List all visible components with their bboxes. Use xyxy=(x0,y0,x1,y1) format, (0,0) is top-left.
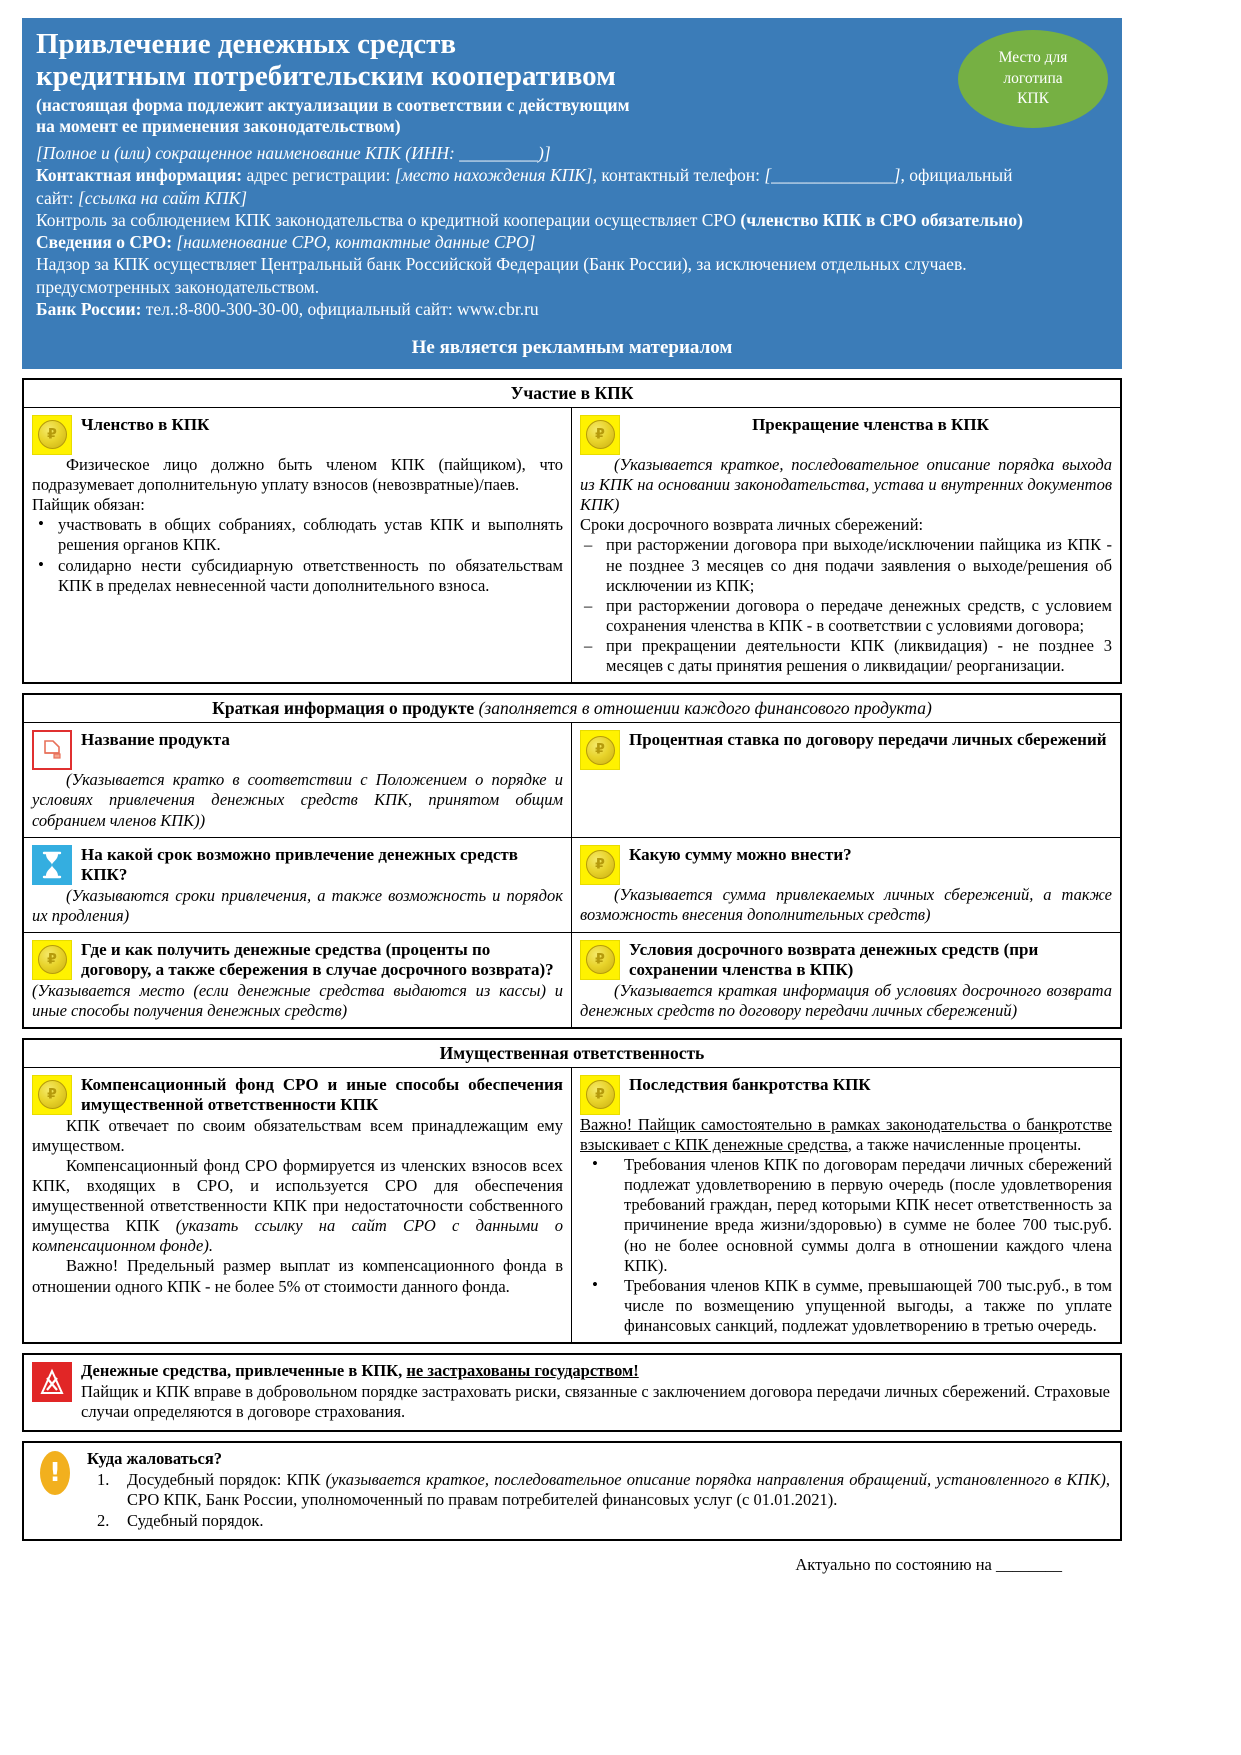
contact-website-line xyxy=(36,187,1108,209)
compensation-fund-heading: Компенсационный фонд СРО и иные способы обеспечения имущественной ответственности КПК xyxy=(81,1074,563,1115)
supervision-line-2: предусмотренных законодательством. xyxy=(36,276,320,297)
sro-info-line xyxy=(36,231,1108,253)
complaints-heading: Куда жаловаться? xyxy=(87,1449,223,1469)
cbr-label: Банк России: xyxy=(36,298,142,319)
contacts-phone-placeholder: [______________] xyxy=(764,165,901,186)
page-title xyxy=(36,28,836,93)
product-name-cell xyxy=(24,723,572,836)
liability-paragraph-2 xyxy=(32,1156,563,1257)
list-item: • солидарно нести субсидиарную ответственность по обязательствам КПК в пределах невнесенной части дополнительного взноса. xyxy=(32,556,563,596)
list-item xyxy=(87,1470,1110,1511)
membership-paragraph-2: Пайщик обязан: xyxy=(32,495,145,515)
amount-note: (Указывается сумма привлекаемых личных сбережений, а также возможность внесения дополнительных средств) xyxy=(580,884,1112,924)
contacts-address-placeholder: [место нахождения КПК] xyxy=(394,165,593,186)
coop-name-placeholder: [Полное и (или) сокращенное наименование КПК (ИНН: _________)] xyxy=(36,143,551,164)
contacts-text-1: адрес регистрации: xyxy=(242,165,395,186)
section-participation-title: Участие в КПК xyxy=(24,380,1120,408)
early-return-heading: Условия досрочного возврата денежных средств (при сохранении членства в КПК) xyxy=(629,939,1039,980)
bankruptcy-heading: Последствия банкротства КПК xyxy=(629,1074,871,1094)
membership-cell xyxy=(24,408,572,682)
document-icon xyxy=(32,730,72,770)
payout-heading: Где и как получить денежные средства (проценты по договору, а также сбережения в случае досрочного возврата)? xyxy=(81,939,554,980)
section-product-info xyxy=(22,693,1122,1028)
section-product-title-bold: Краткая информация о продукте xyxy=(212,698,479,719)
insurance-warning-heading xyxy=(81,1361,1110,1382)
section-product-title-note: (заполняется в отношении каждого финансового продукта) xyxy=(478,698,932,719)
term-note: (Указываются сроки привлечения, а также возможность и порядок их продления) xyxy=(32,885,563,925)
complaints-row xyxy=(24,1443,1120,1539)
contacts-label: Контактная информация: xyxy=(36,165,243,186)
section-complaints xyxy=(22,1441,1122,1541)
coin-icon xyxy=(580,845,620,885)
list-item: • Требования членов КПК по договорам передачи личных сбережений подлежат удовлетворению в первую очередь (после удовлетворения требований граждан, перед которыми КПК несет ответственность за причинение вреда жизни/здоровью) в сумме не более 700 тыс.руб. (но не более основной суммы долга в отношении каждого члена КПК). xyxy=(580,1155,1112,1276)
termination-note: (Указывается краткое, последовательное описание порядка выхода из КПК на основании законодательства, устава и внутренних документов КПК) xyxy=(580,454,1112,515)
page-subtitle xyxy=(36,95,836,136)
early-return-cell xyxy=(572,933,1120,1027)
page-title-line-2: кредитным потребительским кооперативом xyxy=(36,60,616,93)
early-return-note: (Указывается краткая информация об условиях досрочного возврата денежных средств по договору передачи личных сбережений) xyxy=(580,980,1112,1020)
sro-info-label: Сведения о СРО: xyxy=(36,232,173,253)
website-label: сайт: xyxy=(36,187,78,208)
sro-info-placeholder: [наименование СРО, контактные данные СРО] xyxy=(172,232,536,253)
coin-icon xyxy=(580,730,620,770)
insurance-warning-row xyxy=(24,1355,1120,1430)
coin-icon xyxy=(580,940,620,980)
insurance-warning-body: Пайщик и КПК вправе в добровольном порядке застраховать риски, связанные с заключением договора передачи личных сбережений. Страховые случаи определяются в договоре страхования. xyxy=(81,1381,1110,1422)
bankruptcy-underlined-text: Важно! Пайщик самостоятельно в рамках законодательства о банкротстве взыскивает с КПК денежные средства xyxy=(580,1114,1112,1154)
membership-paragraph-1: Физическое лицо должно быть членом КПК (пайщиком), что подразумевает дополнительную уплату взносов (невозвратные)/паев. xyxy=(32,454,563,495)
hourglass-icon xyxy=(32,845,72,885)
amount-heading: Какую сумму можно внести? xyxy=(629,844,852,864)
complaints-item-1-text-1: Досудебный порядок: КПК xyxy=(127,1469,326,1489)
section-liability-title: Имущественная ответственность xyxy=(24,1040,1120,1068)
bankruptcy-claims-list xyxy=(580,1155,1112,1336)
coin-icon xyxy=(32,1075,72,1115)
contact-information xyxy=(36,164,1108,186)
page-subtitle-line-1: (настоящая форма подлежит актуализации в соответствии с действующим xyxy=(36,94,630,115)
supervision-line-1: Надзор за КПК осуществляет Центральный банк Российской Федерации (Банк России), за исключением отдельных случаев. xyxy=(36,254,967,275)
product-name-note: (Указывается кратко в соответствии с Положением о порядке и условиях привлечения денежных средств КПК, принятом общим собранием членов КПК)) xyxy=(32,770,563,830)
membership-heading: Членство в КПК xyxy=(81,414,210,434)
coin-icon xyxy=(580,415,620,455)
logo-line-1: Место для xyxy=(998,48,1068,66)
complaints-list xyxy=(87,1470,1110,1532)
warning-triangle-icon xyxy=(32,1362,72,1402)
term-heading: На какой срок возможно привлечение денежных средств КПК? xyxy=(81,844,518,885)
liability-paragraph-3: Важно! Предельный размер выплат из компенсационного фонда в отношении одного КПК - не более 5% от стоимости данного фонда. xyxy=(32,1256,563,1296)
contacts-text-3: , официальный xyxy=(900,165,1013,186)
actual-as-of-note: Актуально по состоянию на ________ xyxy=(795,1554,1062,1574)
amount-cell xyxy=(572,838,1120,932)
contacts-text-2: , контактный телефон: xyxy=(592,165,765,186)
bankruptcy-rest-text: , а также начисленные проценты. xyxy=(847,1134,1082,1154)
term-cell xyxy=(24,838,572,932)
logo-line-2: логотипа xyxy=(1003,69,1063,87)
logo-placeholder xyxy=(958,30,1108,128)
membership-obligations-list xyxy=(32,515,563,596)
payout-cell xyxy=(24,933,572,1027)
insurance-warning-text-1: Денежные средства, привлеченные в КПК, xyxy=(81,1361,407,1381)
website-placeholder: [ссылка на сайт КПК] xyxy=(78,187,248,208)
payout-note: (Указывается место (если денежные средства выдаются из кассы) и иные способы получения денежных средств) xyxy=(32,980,563,1020)
coin-icon xyxy=(580,1075,620,1115)
bankruptcy-important-note xyxy=(580,1115,1112,1155)
header-banner xyxy=(22,18,1122,369)
cbr-contact-line xyxy=(36,298,1108,320)
product-name-heading: Название продукта xyxy=(81,730,230,750)
complaints-item-1-note: (указывается краткое, последовательное описание порядка направления обращений, установленного в КПК) xyxy=(325,1469,1106,1489)
insurance-warning-underlined: не застрахованы государством! xyxy=(406,1361,639,1381)
section-insurance-warning xyxy=(22,1353,1122,1432)
list-item: • участвовать в общих собраниях, соблюдать устав КПК и выполнять решения органов КПК. xyxy=(32,515,563,555)
page-subtitle-line-2: на момент ее применения законодательством) xyxy=(36,115,401,136)
coin-icon xyxy=(32,415,72,455)
section-participation xyxy=(22,378,1122,684)
interest-rate-cell xyxy=(572,723,1120,836)
not-advertising-notice: Не является рекламным материалом xyxy=(411,336,733,358)
liability-paragraph-2-text: Компенсационный фонд СРО формируется из членских взносов всех КПК, входящих в СРО, и используется СРО для обеспечения имущественной ответственности КПК при недостаточности собственного имущества КПК xyxy=(32,1155,563,1236)
section-property-liability xyxy=(22,1038,1122,1344)
coin-icon xyxy=(32,940,72,980)
list-item: – при расторжении договора о передаче денежных средств, с условием сохранения членства в КПК - в соответствии с условиями договора; xyxy=(580,596,1112,636)
cbr-contact-text: тел.:8-800-300-30-00, официальный сайт: www.cbr.ru xyxy=(141,298,539,319)
termination-terms-label: Сроки досрочного возврата личных сбережений: xyxy=(580,515,924,535)
list-item: – при расторжении договора при выходе/исключении пайщика из КПК - не позднее 3 месяцев со дня подачи заявления о выходе/решения об исключении из КПК; xyxy=(580,535,1112,595)
membership-termination-cell xyxy=(572,408,1120,682)
termination-terms-list xyxy=(580,535,1112,676)
sro-membership-mandatory: (членство КПК в СРО обязательно) xyxy=(740,209,1023,230)
sro-control-text: Контроль за соблюдением КПК законодательства о кредитной кооперации осуществляет СРО xyxy=(36,209,741,230)
list-item: • Требования членов КПК в сумме, превышающей 700 тыс.руб., в том числе по возмещению упущенной выгоды, а также по уплате финансовых санкций, подлежат удовлетворению в третью очередь. xyxy=(580,1276,1112,1336)
logo-line-3: КПК xyxy=(1017,90,1049,108)
section-product-title xyxy=(24,695,1120,723)
termination-heading: Прекращение членства в КПК xyxy=(752,414,989,434)
interest-rate-heading: Процентная ставка по договору передачи личных сбережений xyxy=(629,730,1107,750)
list-item: – при прекращении деятельности КПК (ликвидация) - не позднее 3 месяцев с даты принятия решения о ликвидации/ реорганизации. xyxy=(580,636,1112,676)
page-title-line-1: Привлечение денежных средств xyxy=(36,28,457,60)
bankruptcy-cell xyxy=(572,1068,1120,1342)
complaints-item-1-text-2: , СРО КПК, Банк России, уполномоченный по правам потребителей финансовых услуг (с 01.01.2021). xyxy=(127,1469,1110,1510)
compensation-fund-cell xyxy=(24,1068,572,1342)
list-item: Судебный порядок. xyxy=(127,1510,264,1530)
sro-control-line xyxy=(36,209,1108,231)
liability-fund-link-note: (указать ссылку на сайт СРО с данными о компенсационном фонде). xyxy=(32,1216,563,1256)
liability-paragraph-1: КПК отвечает по своим обязательствам всем принадлежащим ему имуществом. xyxy=(32,1115,563,1155)
exclamation-icon: ! xyxy=(32,1450,78,1496)
